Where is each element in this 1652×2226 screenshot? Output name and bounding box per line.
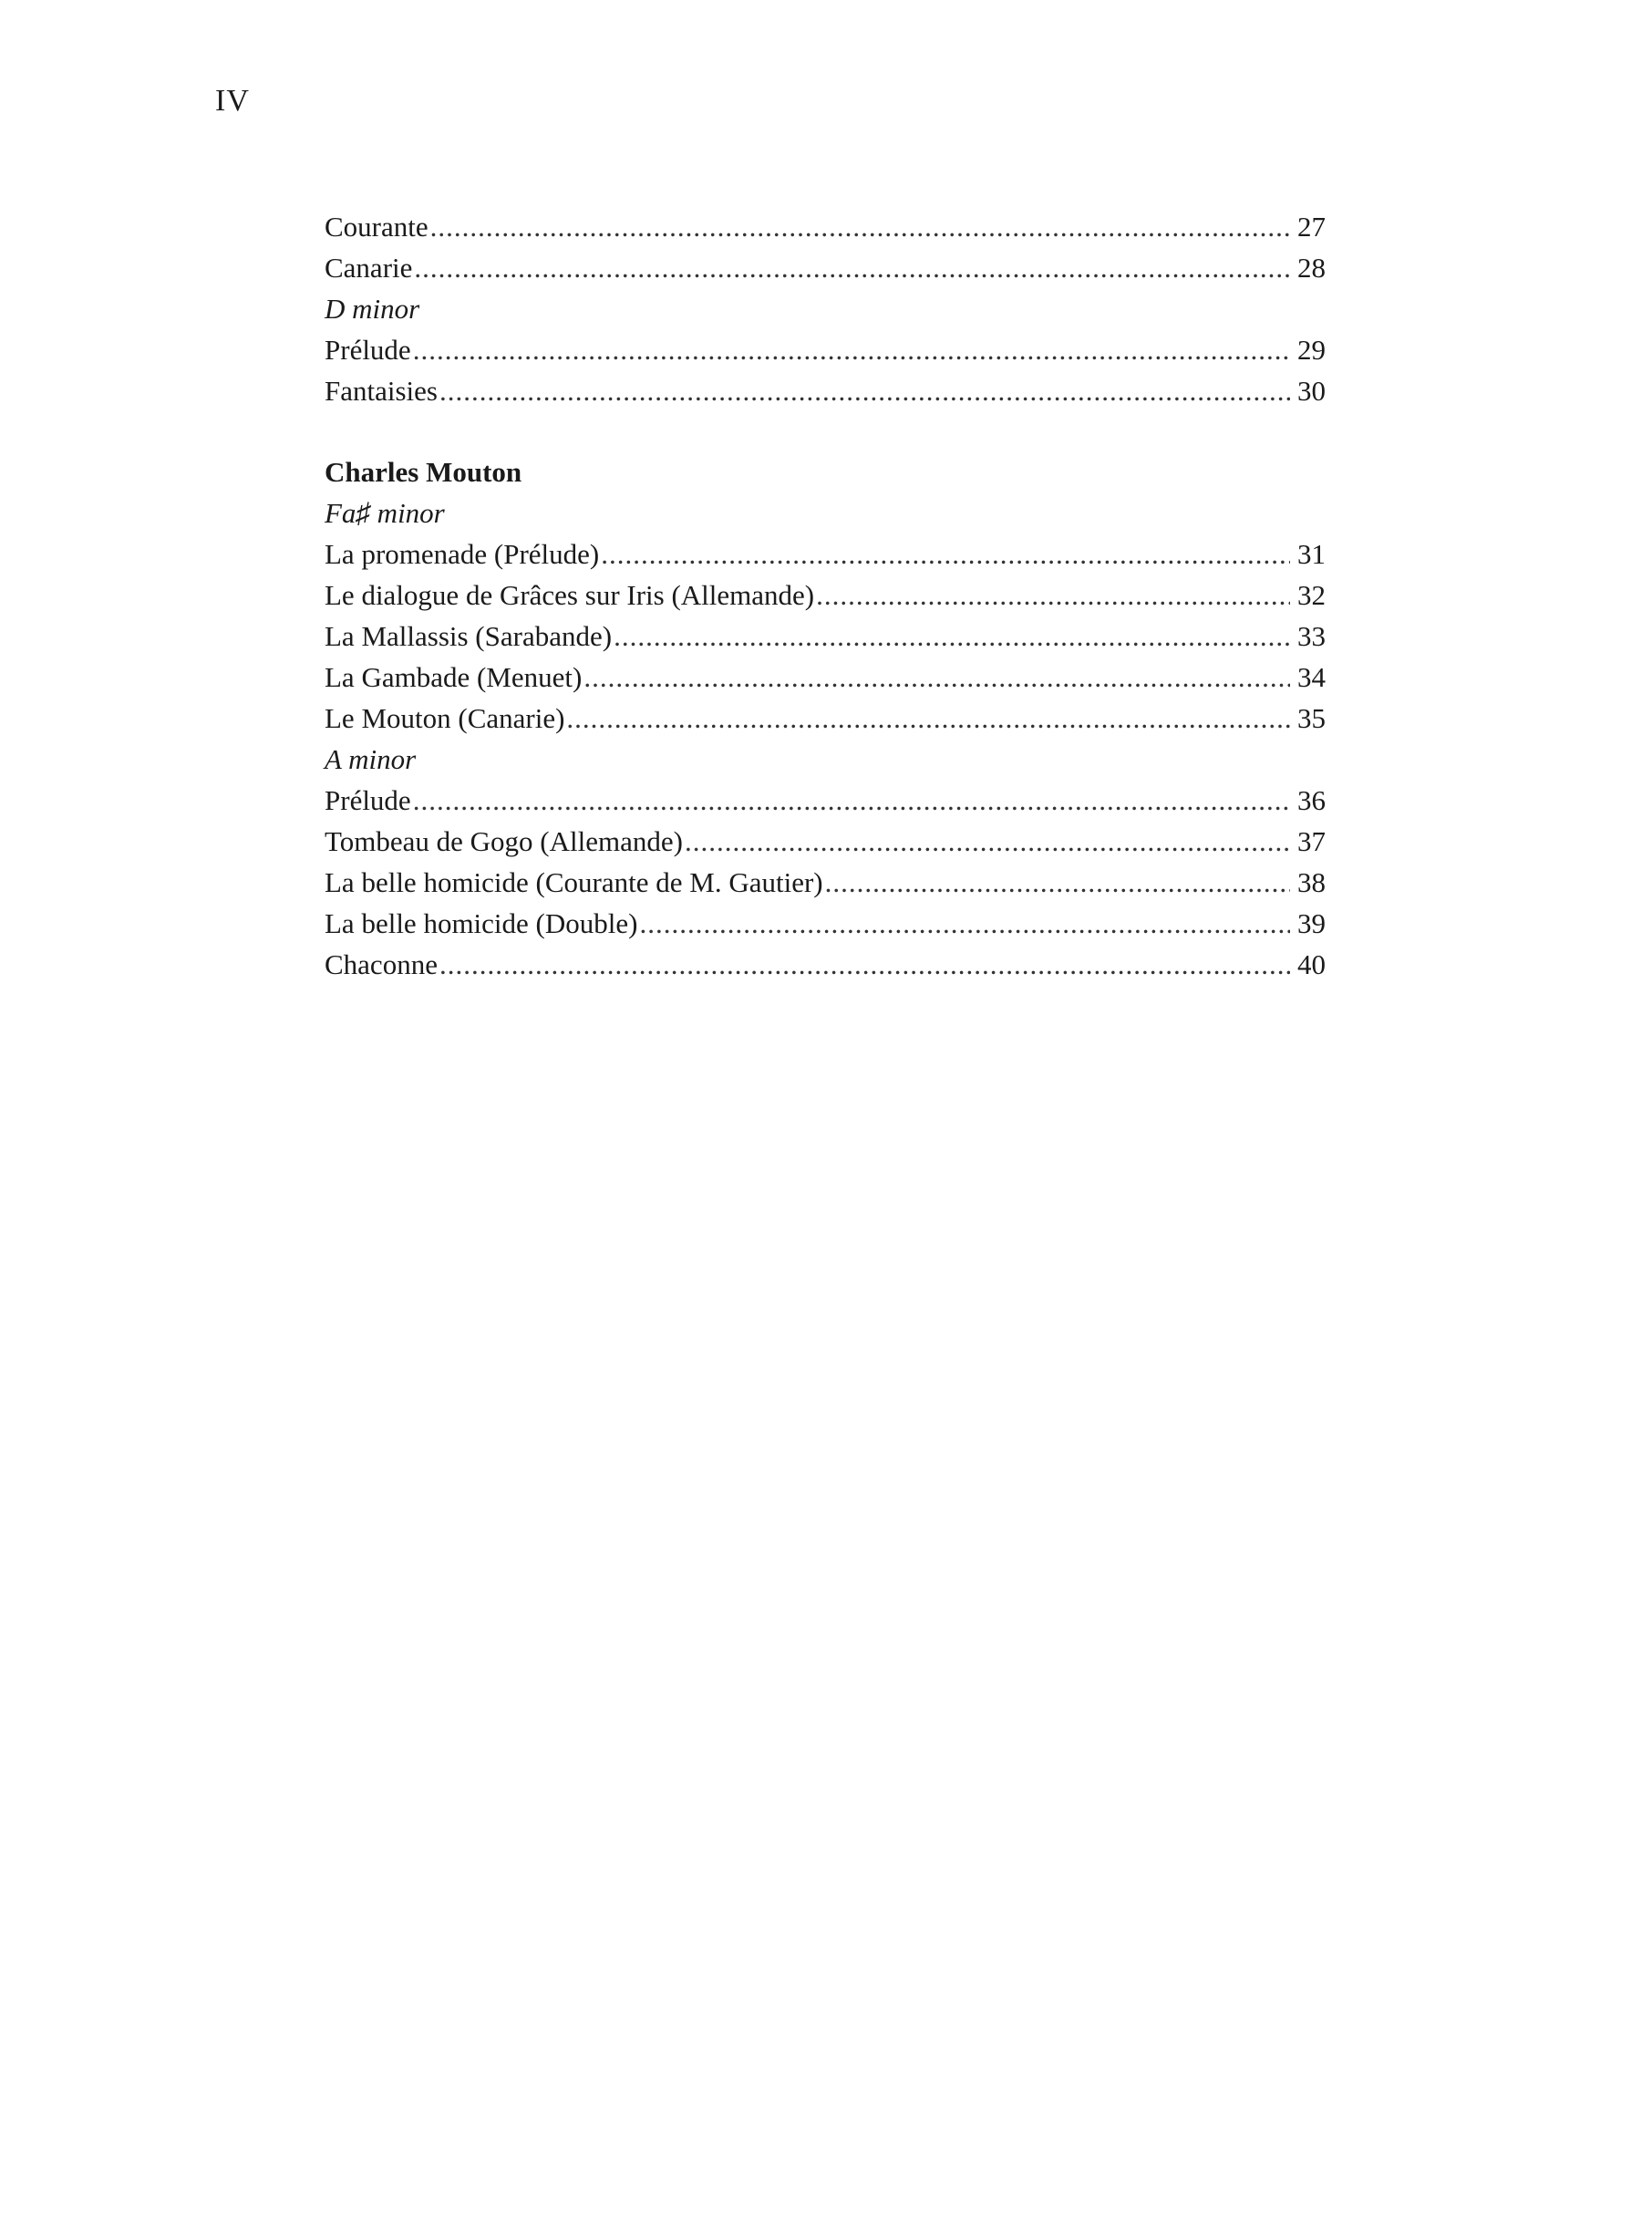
toc-entry-title: Fantaisies xyxy=(325,375,438,407)
toc-section xyxy=(325,206,1326,411)
toc-entry-page: 35 xyxy=(1297,702,1326,734)
toc-entry[interactable] xyxy=(325,780,1326,821)
toc-entry-page: 29 xyxy=(1297,334,1326,366)
toc-entry[interactable] xyxy=(325,821,1326,862)
toc-entry-page: 28 xyxy=(1297,252,1326,284)
toc-entry[interactable] xyxy=(325,575,1326,616)
toc-entry-page: 31 xyxy=(1297,538,1326,570)
toc-entry-title: La Gambade (Menuet) xyxy=(325,661,583,693)
dot-leader xyxy=(413,780,1290,821)
toc-entry-page: 30 xyxy=(1297,375,1326,407)
toc-entry[interactable] xyxy=(325,616,1326,657)
dot-leader xyxy=(825,862,1290,903)
toc-entry-page: 38 xyxy=(1297,866,1326,898)
toc-entry-title: La Mallassis (Sarabande) xyxy=(325,620,613,652)
toc-entry[interactable] xyxy=(325,329,1326,370)
dot-leader xyxy=(413,329,1290,370)
toc-entry[interactable] xyxy=(325,370,1326,411)
toc-entry-page: 40 xyxy=(1297,948,1326,980)
dot-leader xyxy=(583,657,1290,698)
dot-leader xyxy=(601,533,1290,575)
key-heading: D minor xyxy=(325,293,420,325)
key-heading: A minor xyxy=(325,743,417,775)
toc-entry[interactable] xyxy=(325,944,1326,985)
toc-entry[interactable] xyxy=(325,657,1326,698)
dot-leader xyxy=(639,903,1290,944)
dot-leader xyxy=(414,247,1290,288)
key-heading: Fa♯ minor xyxy=(325,497,445,529)
toc-entry-page: 39 xyxy=(1297,907,1326,939)
page-number: IV xyxy=(215,84,250,118)
toc-entry-page: 34 xyxy=(1297,661,1326,693)
dot-leader xyxy=(816,575,1290,616)
toc-section xyxy=(325,451,1326,985)
toc-entry[interactable] xyxy=(325,533,1326,575)
toc-entry-page: 37 xyxy=(1297,825,1326,857)
composer-heading: Charles Mouton xyxy=(325,456,522,488)
dot-leader xyxy=(439,370,1290,411)
dot-leader xyxy=(614,616,1290,657)
toc-entry[interactable] xyxy=(325,206,1326,247)
toc-entry-title: Prélude xyxy=(325,334,411,366)
toc-entry-title: Canarie xyxy=(325,252,413,284)
toc-entry-title: La belle homicide (Double) xyxy=(325,907,638,939)
toc-entry-title: Prélude xyxy=(325,784,411,816)
toc-entry-title: La promenade (Prélude) xyxy=(325,538,600,570)
toc-entry-page: 33 xyxy=(1297,620,1326,652)
toc-entry-title: Courante xyxy=(325,211,428,243)
toc-entry-title: La belle homicide (Courante de M. Gautier) xyxy=(325,866,823,898)
toc-entry[interactable] xyxy=(325,903,1326,944)
toc-entry-title: Chaconne xyxy=(325,948,438,980)
toc-entry[interactable] xyxy=(325,247,1326,288)
dot-leader xyxy=(439,944,1290,985)
toc-entry-page: 36 xyxy=(1297,784,1326,816)
dot-leader xyxy=(566,698,1290,739)
dot-leader xyxy=(685,821,1290,862)
toc-entry-page: 32 xyxy=(1297,579,1326,611)
toc-entry[interactable] xyxy=(325,698,1326,739)
toc-entry[interactable] xyxy=(325,862,1326,903)
table-of-contents xyxy=(325,206,1326,985)
toc-entry-title: Le Mouton (Canarie) xyxy=(325,702,565,734)
dot-leader xyxy=(430,206,1290,247)
toc-entry-page: 27 xyxy=(1297,211,1326,243)
toc-entry-title: Le dialogue de Grâces sur Iris (Allemande) xyxy=(325,579,815,611)
toc-entry-title: Tombeau de Gogo (Allemande) xyxy=(325,825,683,857)
